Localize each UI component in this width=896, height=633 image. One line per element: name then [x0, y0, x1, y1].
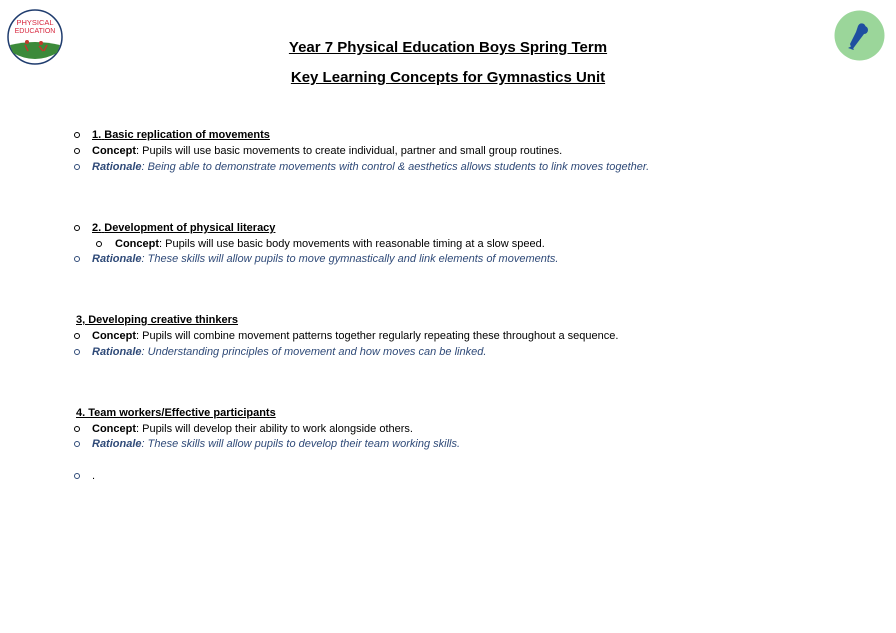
section-4-concept	[92, 422, 413, 436]
bullet-icon	[74, 225, 80, 231]
bullet-icon	[74, 349, 80, 355]
concept-label: Concept	[92, 330, 136, 342]
rationale-label: Rationale	[92, 346, 142, 358]
section-4-rationale	[92, 437, 460, 451]
section-4-heading: 4. Team workers/Effective participants	[76, 407, 276, 419]
bullet-icon	[74, 473, 80, 479]
concept-label: Concept	[115, 238, 159, 250]
section-1-rationale	[92, 160, 649, 174]
bullet-icon	[74, 333, 80, 339]
rationale-text: : Understanding principles of movement and how moves can be linked.	[141, 346, 487, 358]
section-1-heading	[92, 128, 270, 142]
bullet-icon	[74, 426, 80, 432]
concept-label: Concept	[92, 145, 136, 157]
rationale-label: Rationale	[92, 161, 142, 173]
rationale-text: : These skills will allow pupils to move gymnastically and link elements of movements.	[141, 253, 559, 265]
concept-text: : Pupils will use basic movements to create individual, partner and small group routines.	[136, 145, 563, 157]
bullet-icon	[74, 441, 80, 447]
section-3-concept	[92, 329, 618, 343]
bullet-icon	[74, 132, 80, 138]
page-subtitle: Key Learning Concepts for Gymnastics Unit	[290, 69, 606, 86]
section-1-number: 1.	[92, 129, 102, 141]
physical-education-logo	[7, 9, 63, 65]
section-2-rationale	[92, 252, 558, 266]
concept-text: : Pupils will combine movement patterns together regularly repeating these throughout a sequence.	[136, 330, 619, 342]
concept-text: : Pupils will develop their ability to work alongside others.	[136, 423, 413, 435]
bullet-icon	[74, 164, 80, 170]
rationale-text: : These skills will allow pupils to develop their team working skills.	[141, 438, 461, 450]
section-2-heading-text: Development of physical literacy	[104, 222, 276, 234]
rationale-text: : Being able to demonstrate movements with control & aesthetics allows students to link moves together.	[141, 161, 650, 173]
rationale-label: Rationale	[92, 253, 142, 265]
section-1-heading-text: Basic replication of movements	[104, 129, 270, 141]
logo-text-line1: PHYSICAL	[16, 18, 54, 27]
page-title: Year 7 Physical Education Boys Spring Term	[288, 39, 608, 56]
rationale-label: Rationale	[92, 438, 142, 450]
trailing-text: .	[92, 470, 96, 482]
section-2-number: 2.	[92, 222, 102, 234]
section-3-heading: 3, Developing creative thinkers	[76, 314, 239, 326]
concept-text: : Pupils will use basic body movements with reasonable timing at a slow speed.	[159, 238, 545, 250]
section-2-heading	[92, 221, 275, 235]
bullet-icon	[74, 148, 80, 154]
bullet-icon	[96, 241, 102, 247]
section-3-rationale	[92, 345, 486, 359]
bullet-icon	[74, 256, 80, 262]
concept-label: Concept	[92, 423, 136, 435]
logo-text-line2: EDUCATION	[14, 28, 56, 35]
section-1-concept	[92, 144, 562, 158]
section-2-concept	[115, 237, 545, 251]
